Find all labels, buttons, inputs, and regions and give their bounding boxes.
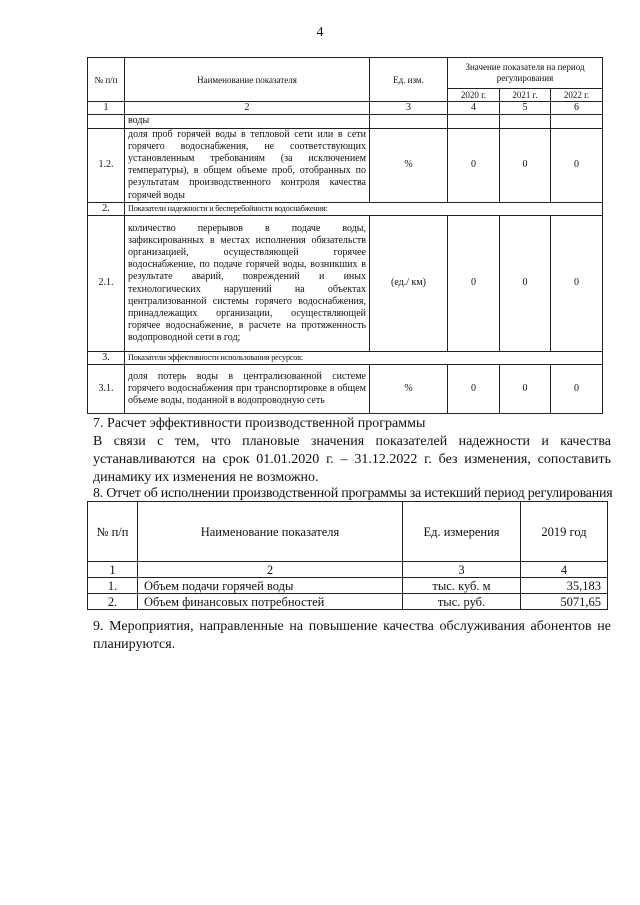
header-num: № п/п	[88, 502, 138, 562]
row-num: 2.	[88, 594, 138, 610]
row-value-2022: 0	[551, 128, 603, 202]
header-unit: Ед. изм.	[370, 58, 448, 102]
performance-indicators-table	[87, 57, 603, 414]
section-title: Показатели эффективности использования ресурсов:	[125, 352, 603, 365]
row-name: доля проб горячей воды в тепловой сети или в сети горячего водоснабжения, не соответствующих установленным требованиям (за исключением температуры), в общем объеме проб, отобранных по результатам производственного контроля качества горячей воды	[125, 128, 370, 202]
empty-cell	[370, 115, 448, 128]
table-row	[88, 578, 608, 594]
row-unit: %	[370, 365, 448, 414]
table-row	[88, 216, 603, 352]
row-name: количество перерывов в подаче воды, зафиксированных в местах исполнения обязательств организацией, осуществляющей горячее водоснабжение, по подаче горячей воды, возникших в результате аварий, повреждений и иных технологических нарушений на объектах централизованной системы горячего водоснабжения, принадлежащих организации, осуществляющей горячее водоснабжение, в расчете на протяженность водопроводной сети в год;	[125, 216, 370, 352]
program-report-table	[87, 501, 608, 610]
row-num: 1.	[88, 578, 138, 594]
empty-cell	[500, 115, 551, 128]
row-value: 35,183	[521, 578, 608, 594]
section-8-heading: 8. Отчет об исполнении производственной программы за истекший период регулирования	[93, 486, 613, 501]
index-cell: 2	[125, 102, 370, 115]
index-cell: 4	[448, 102, 500, 115]
index-cell: 6	[551, 102, 603, 115]
header-num: № п/п	[88, 58, 125, 102]
header-name: Наименование показателя	[138, 502, 403, 562]
index-cell: 3	[403, 562, 521, 578]
row-value-2020: 0	[448, 128, 500, 202]
section-num: 2.	[88, 202, 125, 215]
table-row	[88, 128, 603, 202]
table-row	[88, 594, 608, 610]
header-year-2021: 2021 г.	[500, 89, 551, 102]
header-year-2022: 2022 г.	[551, 89, 603, 102]
index-cell: 4	[521, 562, 608, 578]
empty-cell	[551, 115, 603, 128]
header-name: Наименование показателя	[125, 58, 370, 102]
section-9-text: 9. Мероприятия, направленные на повышение качества обслуживания абонентов не планируются.	[93, 619, 611, 652]
row-num: 2.1.	[88, 216, 125, 352]
empty-cell	[448, 115, 500, 128]
row-name: Объем подачи горячей воды	[138, 578, 403, 594]
page-number: 4	[316, 25, 324, 40]
row-num: 1.2.	[88, 128, 125, 202]
section-row	[88, 352, 603, 365]
row-num: 3.1.	[88, 365, 125, 414]
index-cell: 3	[370, 102, 448, 115]
row-value-2021: 0	[500, 216, 551, 352]
row-value-2021: 0	[500, 128, 551, 202]
header-year: 2019 год	[521, 502, 608, 562]
section-num: 3.	[88, 352, 125, 365]
row-unit: %	[370, 128, 448, 202]
row-value: 5071,65	[521, 594, 608, 610]
row-unit: тыс. руб.	[403, 594, 521, 610]
section-row	[88, 202, 603, 215]
row-value-2021: 0	[500, 365, 551, 414]
row-name: Объем финансовых потребностей	[138, 594, 403, 610]
index-cell: 5	[500, 102, 551, 115]
row-value-2020: 0	[448, 365, 500, 414]
table-row	[88, 365, 603, 414]
section-7-text: В связи с тем, что плановые значения показателей надежности и качества устанавливаются на срок 01.01.2020 г. – 31.12.2022 г. без изменения, сопоставить динамику их изменения не возможно.	[93, 434, 611, 485]
row-value-2022: 0	[551, 216, 603, 352]
index-cell: 1	[88, 102, 125, 115]
header-year-2020: 2020 г.	[448, 89, 500, 102]
index-cell: 1	[88, 562, 138, 578]
section-7-heading: 7. Расчет эффективности производственной программы	[93, 416, 426, 431]
row-value-2022: 0	[551, 365, 603, 414]
row-name: доля потерь воды в централизованной системе горячего водоснабжения при транспортировке в общем объеме воды, поданной в водопроводную сеть	[125, 365, 370, 414]
carry-text: воды	[125, 115, 370, 128]
section-title: Показатели надежности и бесперебойности водоснабжения:	[125, 202, 603, 215]
row-unit: (ед./ км)	[370, 216, 448, 352]
carry-num-cell	[88, 115, 125, 128]
header-unit: Ед. измерения	[403, 502, 521, 562]
index-cell: 2	[138, 562, 403, 578]
header-period: Значение показателя на период регулирования	[448, 58, 603, 89]
row-value-2020: 0	[448, 216, 500, 352]
row-unit: тыс. куб. м	[403, 578, 521, 594]
